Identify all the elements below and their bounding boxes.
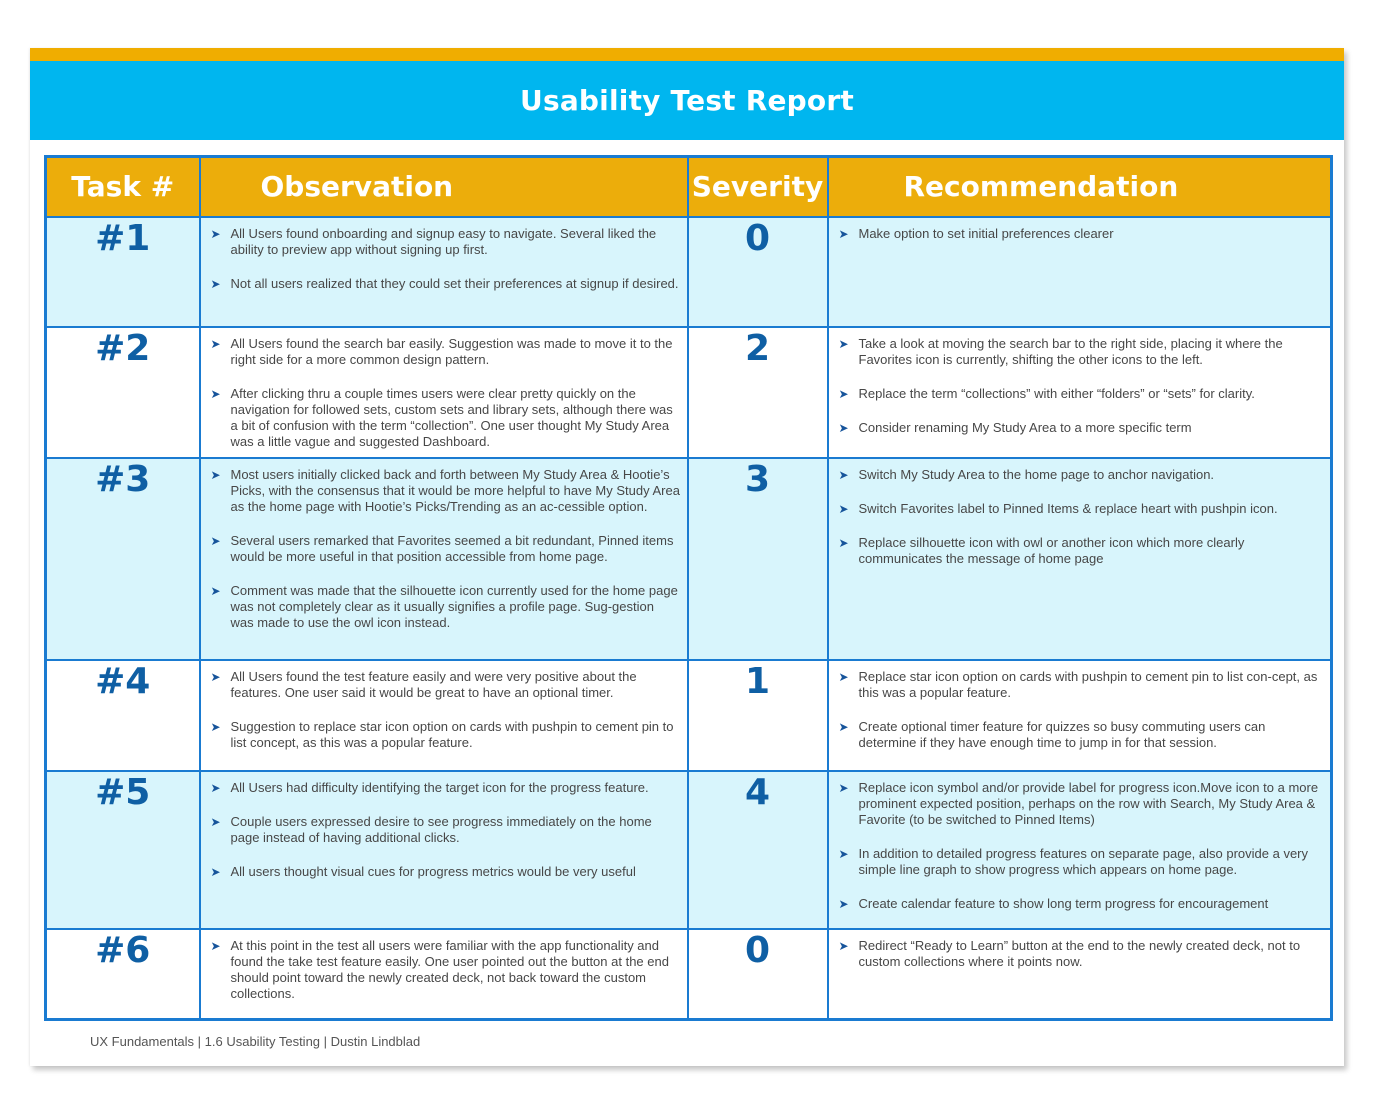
recommendation-cell — [828, 217, 1332, 327]
arrow-bullet-icon: ➤ — [210, 226, 221, 241]
observation-cell — [200, 217, 688, 327]
recommendation-item — [839, 896, 1325, 912]
recommendation-item — [839, 535, 1325, 567]
recommendation-list — [839, 780, 1325, 912]
recommendation-text: In addition to detailed progress features on separate page, also provide a very simple line graph to show progress which appears on home page. — [858, 845, 1309, 877]
observation-cell — [200, 327, 688, 458]
arrow-bullet-icon: ➤ — [210, 336, 221, 351]
task-number: #2 — [95, 327, 151, 369]
recommendation-text: Create calendar feature to show long term progress for encouragement — [858, 895, 1269, 911]
observation-item — [211, 386, 681, 450]
observation-item — [211, 669, 681, 701]
observation-text: Several users remarked that Favorites seemed a bit redundant, Pinned items would be more useful in that position accessible from home page. — [230, 532, 674, 564]
observation-list — [211, 780, 681, 880]
recommendation-list — [839, 336, 1325, 436]
footer-text: UX Fundamentals | 1.6 Usability Testing | Dustin Lindblad — [90, 1034, 421, 1049]
observation-list — [211, 938, 681, 1002]
observation-text: After clicking thru a couple times users were clear pretty quickly on the navigation for followed sets, custom sets and library sets, although there was a bit of confusion with the term “collection”. One user thought My Study Area was a little vague and suggested Dashboard. — [230, 385, 673, 449]
observation-item — [211, 719, 681, 751]
observation-text: Suggestion to replace star icon option on cards with pushpin to cement pin to list concept, as this was a popular feature. — [230, 718, 674, 750]
severity-value: 0 — [744, 217, 771, 259]
severity-value: 1 — [744, 660, 771, 702]
observation-item — [211, 864, 681, 880]
observation-text: All users thought visual cues for progress metrics would be very useful — [230, 863, 636, 879]
arrow-bullet-icon: ➤ — [210, 814, 221, 829]
arrow-bullet-icon: ➤ — [838, 226, 849, 241]
observation-list — [211, 226, 681, 292]
top-accent-strip — [30, 48, 1344, 61]
arrow-bullet-icon: ➤ — [210, 533, 221, 548]
observation-text: All Users found the search bar easily. Suggestion was made to move it to the right side for a more common design pattern. — [230, 335, 673, 367]
observation-item — [211, 938, 681, 1002]
recommendation-item — [839, 336, 1325, 368]
recommendation-cell — [828, 660, 1332, 771]
table-row — [46, 929, 1332, 1020]
arrow-bullet-icon: ➤ — [210, 719, 221, 734]
observation-list — [211, 467, 681, 631]
arrow-bullet-icon: ➤ — [838, 535, 849, 550]
recommendation-text: Switch My Study Area to the home page to anchor navigation. — [858, 466, 1215, 482]
arrow-bullet-icon: ➤ — [838, 780, 849, 795]
observation-text: Comment was made that the silhouette icon currently used for the home page was not completely clear as it usually signifies a profile page. Sug-gestion was made to use the owl icon instead. — [230, 582, 678, 630]
recommendation-text: Make option to set initial preferences clearer — [858, 225, 1114, 241]
observation-text: All Users had difficulty identifying the target icon for the progress feature. — [230, 779, 649, 795]
recommendation-cell — [828, 771, 1332, 929]
severity-value: 3 — [744, 458, 771, 500]
task-cell — [46, 660, 200, 771]
observation-item — [211, 780, 681, 796]
table-row — [46, 458, 1332, 660]
arrow-bullet-icon: ➤ — [838, 501, 849, 516]
arrow-bullet-icon: ➤ — [210, 669, 221, 684]
task-cell — [46, 929, 200, 1020]
task-number: #5 — [95, 771, 151, 813]
recommendation-item — [839, 226, 1325, 242]
table-row — [46, 217, 1332, 327]
observation-item — [211, 814, 681, 846]
header-task: Task # — [46, 157, 200, 217]
recommendation-cell — [828, 458, 1332, 660]
arrow-bullet-icon: ➤ — [838, 896, 849, 911]
observation-list — [211, 669, 681, 751]
observation-text: All Users found onboarding and signup easy to navigate. Several liked the ability to preview app without signing up first. — [230, 225, 657, 257]
arrow-bullet-icon: ➤ — [838, 669, 849, 684]
severity-cell — [688, 458, 828, 660]
table-row — [46, 660, 1332, 771]
recommendation-text: Switch Favorites label to Pinned Items & replace heart with pushpin icon. — [858, 500, 1278, 516]
arrow-bullet-icon: ➤ — [210, 583, 221, 598]
observation-item — [211, 467, 681, 515]
report-page — [30, 48, 1344, 1066]
recommendation-item — [839, 846, 1325, 878]
header-recommendation: Recommendation — [828, 157, 1332, 217]
table-row — [46, 327, 1332, 458]
observation-cell — [200, 458, 688, 660]
severity-cell — [688, 929, 828, 1020]
recommendation-text: Replace icon symbol and/or provide label for progress icon.Move icon to a more prominent expected position, perhaps on the row with Search, My Study Area & Favorite (to be switched to Pinned Items) — [858, 779, 1319, 827]
recommendation-text: Redirect “Ready to Learn” button at the end to the newly created deck, not to custom collections where it points now. — [858, 937, 1301, 969]
arrow-bullet-icon: ➤ — [210, 780, 221, 795]
observation-item — [211, 226, 681, 258]
task-number: #6 — [95, 929, 151, 971]
observation-text: Most users initially clicked back and forth between My Study Area & Hootie’s Picks, with the consensus that it would be more helpful to have My Study Area as the home page with Hootie’s Picks/Trending as an ac-cessible option. — [230, 466, 680, 514]
recommendation-text: Replace the term “collections” with either “folders” or “sets” for clarity. — [858, 385, 1255, 401]
severity-value: 4 — [744, 771, 771, 813]
task-number: #3 — [95, 458, 151, 500]
arrow-bullet-icon: ➤ — [210, 386, 221, 401]
task-number: #4 — [95, 660, 151, 702]
severity-value: 2 — [744, 327, 771, 369]
observation-item — [211, 336, 681, 368]
recommendation-list — [839, 669, 1325, 751]
observation-item — [211, 583, 681, 631]
observation-text: Couple users expressed desire to see progress immediately on the home page instead of having additional clicks. — [230, 813, 652, 845]
arrow-bullet-icon: ➤ — [838, 846, 849, 861]
observation-item — [211, 276, 681, 292]
recommendation-text: Replace silhouette icon with owl or another icon which more clearly communicates the message of home page — [858, 534, 1245, 566]
arrow-bullet-icon: ➤ — [210, 467, 221, 482]
recommendation-item — [839, 501, 1325, 517]
observation-cell — [200, 660, 688, 771]
recommendation-text: Consider renaming My Study Area to a more specific term — [858, 419, 1192, 435]
recommendation-cell — [828, 929, 1332, 1020]
task-cell — [46, 217, 200, 327]
task-number: #1 — [95, 217, 151, 259]
recommendation-cell — [828, 327, 1332, 458]
title-bar — [30, 61, 1344, 140]
header-observation: Observation — [200, 157, 688, 217]
recommendation-list — [839, 226, 1325, 242]
arrow-bullet-icon: ➤ — [838, 467, 849, 482]
arrow-bullet-icon: ➤ — [210, 938, 221, 953]
arrow-bullet-icon: ➤ — [838, 336, 849, 351]
recommendation-text: Take a look at moving the search bar to the right side, placing it where the Favorites icon is currently, shifting the other icons to the left. — [858, 335, 1283, 367]
recommendation-item — [839, 719, 1325, 751]
severity-value: 0 — [744, 929, 771, 971]
arrow-bullet-icon: ➤ — [838, 420, 849, 435]
severity-cell — [688, 327, 828, 458]
recommendation-item — [839, 420, 1325, 436]
recommendation-item — [839, 386, 1325, 402]
arrow-bullet-icon: ➤ — [838, 386, 849, 401]
observation-cell — [200, 929, 688, 1020]
severity-cell — [688, 217, 828, 327]
arrow-bullet-icon: ➤ — [838, 938, 849, 953]
severity-cell — [688, 771, 828, 929]
recommendation-item — [839, 938, 1325, 970]
recommendation-item — [839, 669, 1325, 701]
observation-text: Not all users realized that they could set their preferences at signup if desired. — [230, 275, 679, 291]
header-severity: Severity — [688, 157, 828, 217]
arrow-bullet-icon: ➤ — [838, 719, 849, 734]
arrow-bullet-icon: ➤ — [210, 864, 221, 879]
arrow-bullet-icon: ➤ — [210, 276, 221, 291]
observation-item — [211, 533, 681, 565]
report-table — [44, 155, 1333, 1021]
recommendation-list — [839, 938, 1325, 970]
observation-cell — [200, 771, 688, 929]
header-row — [46, 157, 1332, 217]
severity-cell — [688, 660, 828, 771]
observation-text: All Users found the test feature easily and were very positive about the features. One user said it would be great to have an optional timer. — [230, 668, 637, 700]
recommendation-text: Create optional timer feature for quizzes so busy commuting users can determine if they have enough time to jump in for that session. — [858, 718, 1266, 750]
task-cell — [46, 458, 200, 660]
table-row — [46, 771, 1332, 929]
recommendation-list — [839, 467, 1325, 567]
recommendation-item — [839, 467, 1325, 483]
observation-text: At this point in the test all users were familiar with the app functionality and found the take test feature easily. One user pointed out the button at the end should point toward the newly created deck, not back toward the custom collections. — [230, 937, 669, 1001]
recommendation-text: Replace star icon option on cards with pushpin to cement pin to list con-cept, as this was a popular feature. — [858, 668, 1318, 700]
recommendation-item — [839, 780, 1325, 828]
task-cell — [46, 327, 200, 458]
page-title: Usability Test Report — [520, 84, 854, 117]
task-cell — [46, 771, 200, 929]
observation-list — [211, 336, 681, 450]
